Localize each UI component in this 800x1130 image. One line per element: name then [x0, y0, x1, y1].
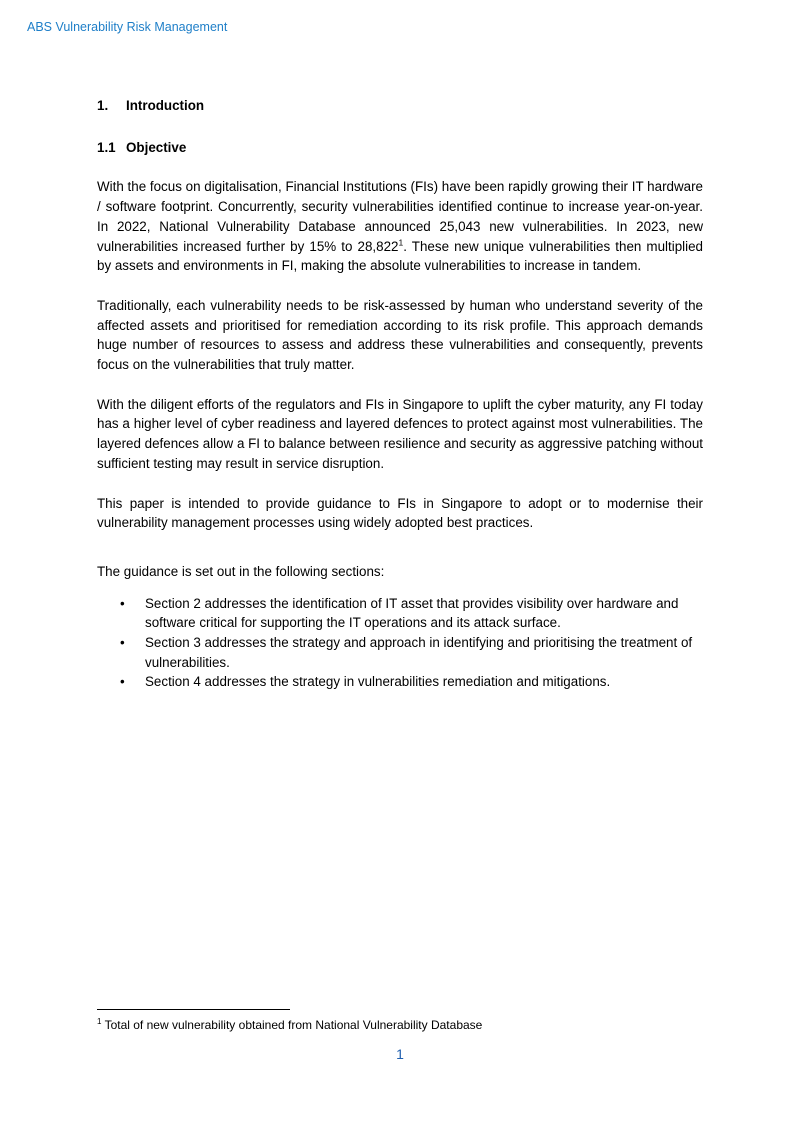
- sections-bullet-list: [97, 594, 703, 693]
- running-header-title: ABS Vulnerability Risk Management: [27, 20, 228, 34]
- footnote-text: Total of new vulnerability obtained from National Vulnerability Database: [101, 1018, 483, 1032]
- footnote-divider: [97, 1009, 290, 1010]
- paragraph-text: . These new unique vulnerabilities then multiplied by assets and environments in FI, making the absolute vulnerabilities to increase in tandem.: [97, 238, 703, 274]
- paragraph-text: With the focus on digitalisation, Financial Institutions (FIs) have been rapidly growing their IT hardware / software footprint. Concurrently, security vulnerabilities identified continue to increase year-on-year. In 2022, National Vulnerability Database announced 25,043 new vulnerabilities. In 2023, new vulnerabilities increased further by 15% to 28,822: [97, 179, 703, 254]
- list-item: [97, 594, 703, 633]
- bullet-icon: •: [120, 595, 125, 611]
- list-item: [97, 633, 703, 672]
- section-title: Introduction: [126, 98, 205, 113]
- subsection-number: 1.1: [97, 139, 116, 155]
- bullet-icon: •: [120, 674, 125, 690]
- section-heading: [97, 96, 703, 116]
- list-item: [97, 672, 703, 692]
- paragraph-objective-1: [97, 177, 703, 276]
- list-item-text: Section 3 addresses the strategy and approach in identifying and prioritising the treatment of vulnerabilities.: [145, 635, 693, 670]
- footnote: [97, 1017, 482, 1033]
- footnote-marker: 1: [97, 1017, 102, 1026]
- section-number: 1.: [97, 98, 109, 113]
- bullet-icon: •: [120, 635, 125, 651]
- paragraph-objective-3: With the diligent efforts of the regulators and FIs in Singapore to uplift the cyber maturity, any FI today has a higher level of cyber readiness and layered defences to protect against most vulnerabilities. The layered defences allow a FI to balance between resilience and security as aggressive patching without sufficient testing may result in service disruption.: [97, 396, 703, 471]
- paragraph-guidance-intro: The guidance is set out in the following sections:: [97, 563, 385, 579]
- paragraph-objective-4: This paper is intended to provide guidance to FIs in Singapore to adopt or to modernise their vulnerability management processes using widely adopted best practices.: [97, 495, 703, 531]
- list-item-text: Section 2 addresses the identification of IT asset that provides visibility over hardware and software critical for supporting the IT operations and its attack surface.: [145, 595, 679, 631]
- page-number: 1: [396, 1046, 404, 1062]
- list-item-text: Section 4 addresses the strategy in vulnerabilities remediation and mitigations.: [145, 674, 611, 690]
- subsection-title: Objective: [126, 139, 187, 155]
- subsection-heading: [97, 138, 703, 158]
- document-body: [97, 96, 703, 692]
- footnote-reference: 1: [398, 237, 404, 248]
- paragraph-objective-2: Traditionally, each vulnerability needs to be risk-assessed by human who understand severity of the affected assets and prioritised for remediation according to its risk profile. This approach demands huge number of resources to assess and address these vulnerabilities and consequently, prevents focus on the vulnerabilities that truly matter.: [97, 297, 703, 373]
